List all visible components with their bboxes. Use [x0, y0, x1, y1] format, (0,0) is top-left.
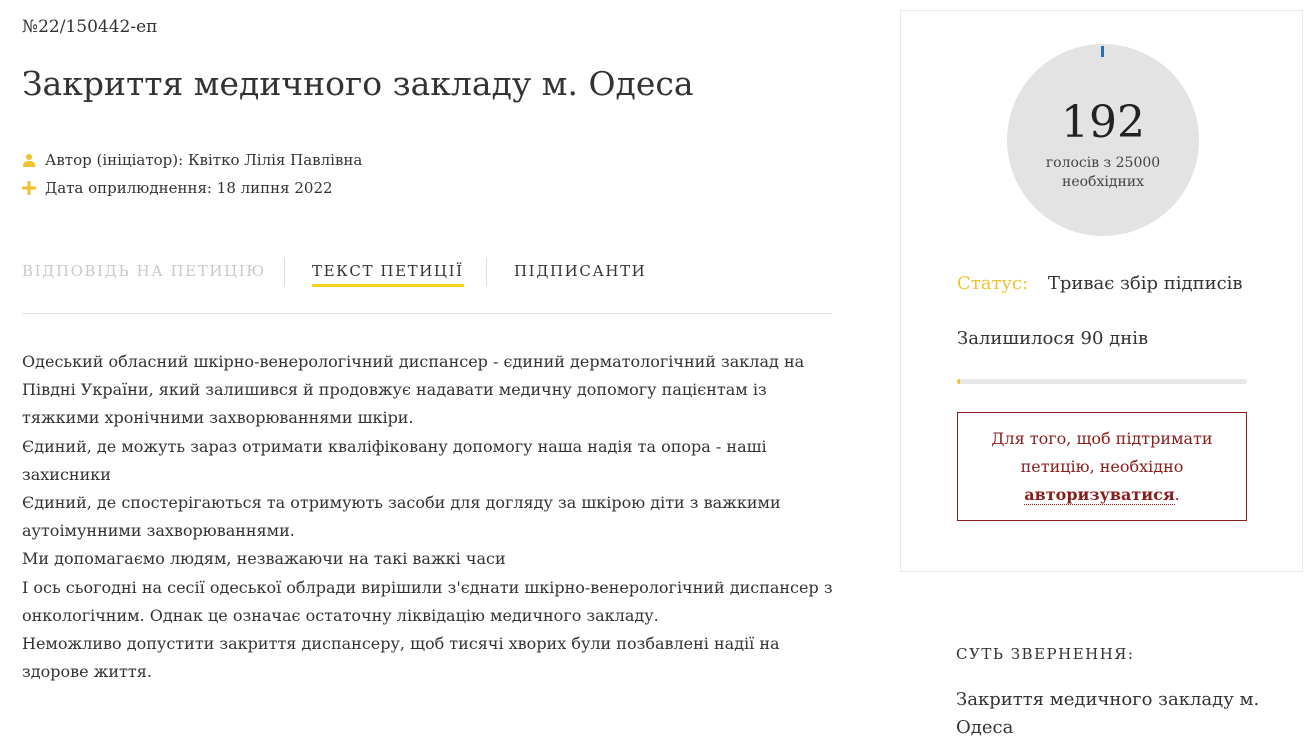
vote-counter-circle: [1007, 44, 1199, 236]
petition-number: №22/150442-еп: [22, 17, 158, 37]
author-row: [22, 151, 362, 169]
essence-heading: СУТЬ ЗВЕРНЕННЯ:: [956, 645, 1135, 663]
body-paragraph: Єдиний, де можуть зараз отримати кваліфіковану допомогу наша надія та опора - наші захисники: [22, 436, 767, 484]
status-value: Триває збір підписів: [1047, 273, 1243, 294]
body-paragraph: Ми допомагаємо людям, незважаючи на такі важкі часи: [22, 549, 506, 569]
tab-response[interactable]: ВІДПОВІДЬ НА ПЕТИЦІЮ: [22, 262, 266, 280]
date-label: Дата оприлюднення:: [45, 179, 212, 197]
status-label: Статус:: [957, 273, 1029, 294]
vote-caption-line: необхідних: [1061, 174, 1145, 190]
essence-text: Закриття медичного закладу м. Одеса: [956, 689, 1260, 738]
auth-notice: [957, 412, 1247, 521]
tab-petition-text[interactable]: ТЕКСТ ПЕТИЦІЇ: [312, 255, 464, 287]
tab-divider: [486, 258, 487, 286]
user-icon: [22, 153, 36, 167]
body-paragraph: І ось сьогодні на сесії одеської облради вирішили з'єднати шкірно-венерологічний диспансер з онкологічним. Однак це означає остаточну ліквідацію медичного закладу.: [22, 577, 833, 625]
body-paragraph: Одеський обласний шкірно-венерологічний диспансер - єдиний дерматологічний заклад на Півдні України, який залишився й продовжує надавати медичну допомогу пацієнтам із тяжкими хронічними захворюваннями шкіри.: [22, 352, 805, 428]
tab-divider: [284, 258, 285, 286]
body-paragraph: Неможливо допустити закриття диспансеру, щоб тисячі хворих були позбавлені надії на здорове життя.: [22, 634, 780, 682]
vote-caption-line: голосів з 25000: [1045, 155, 1161, 171]
body-paragraph: Єдиний, де спостерігаються та отримують засоби для догляду за шкірою діти з важкими аутоімунними захворюваннями.: [22, 493, 781, 541]
signature-progress-fill: [957, 379, 960, 384]
date-value: 18 липня 2022: [216, 179, 333, 197]
author-label: Автор (ініціатор):: [45, 151, 184, 169]
vote-caption: [1007, 154, 1199, 192]
login-link[interactable]: авторизуватися: [1024, 485, 1175, 504]
date-row: [22, 179, 333, 197]
auth-text-end: .: [1174, 485, 1180, 504]
plus-icon: [22, 181, 36, 195]
days-left: Залишилося 90 днів: [957, 328, 1149, 349]
signature-progress-bar: [957, 379, 1247, 384]
author-name: Квітко Лілія Павлівна: [187, 151, 363, 169]
page-title: Закриття медичного закладу м. Одеса: [22, 64, 694, 103]
vote-card: [900, 10, 1303, 572]
petition-body: [22, 348, 842, 686]
tab-signatories[interactable]: ПІДПИСАНТИ: [514, 262, 647, 280]
petition-tabs: [22, 255, 832, 314]
vote-count: 192: [1061, 97, 1145, 148]
vote-progress-mark: [1101, 46, 1104, 57]
status-row: [957, 273, 1243, 294]
auth-text: Для того, щоб підтримати петицію, необхідно: [991, 429, 1213, 476]
